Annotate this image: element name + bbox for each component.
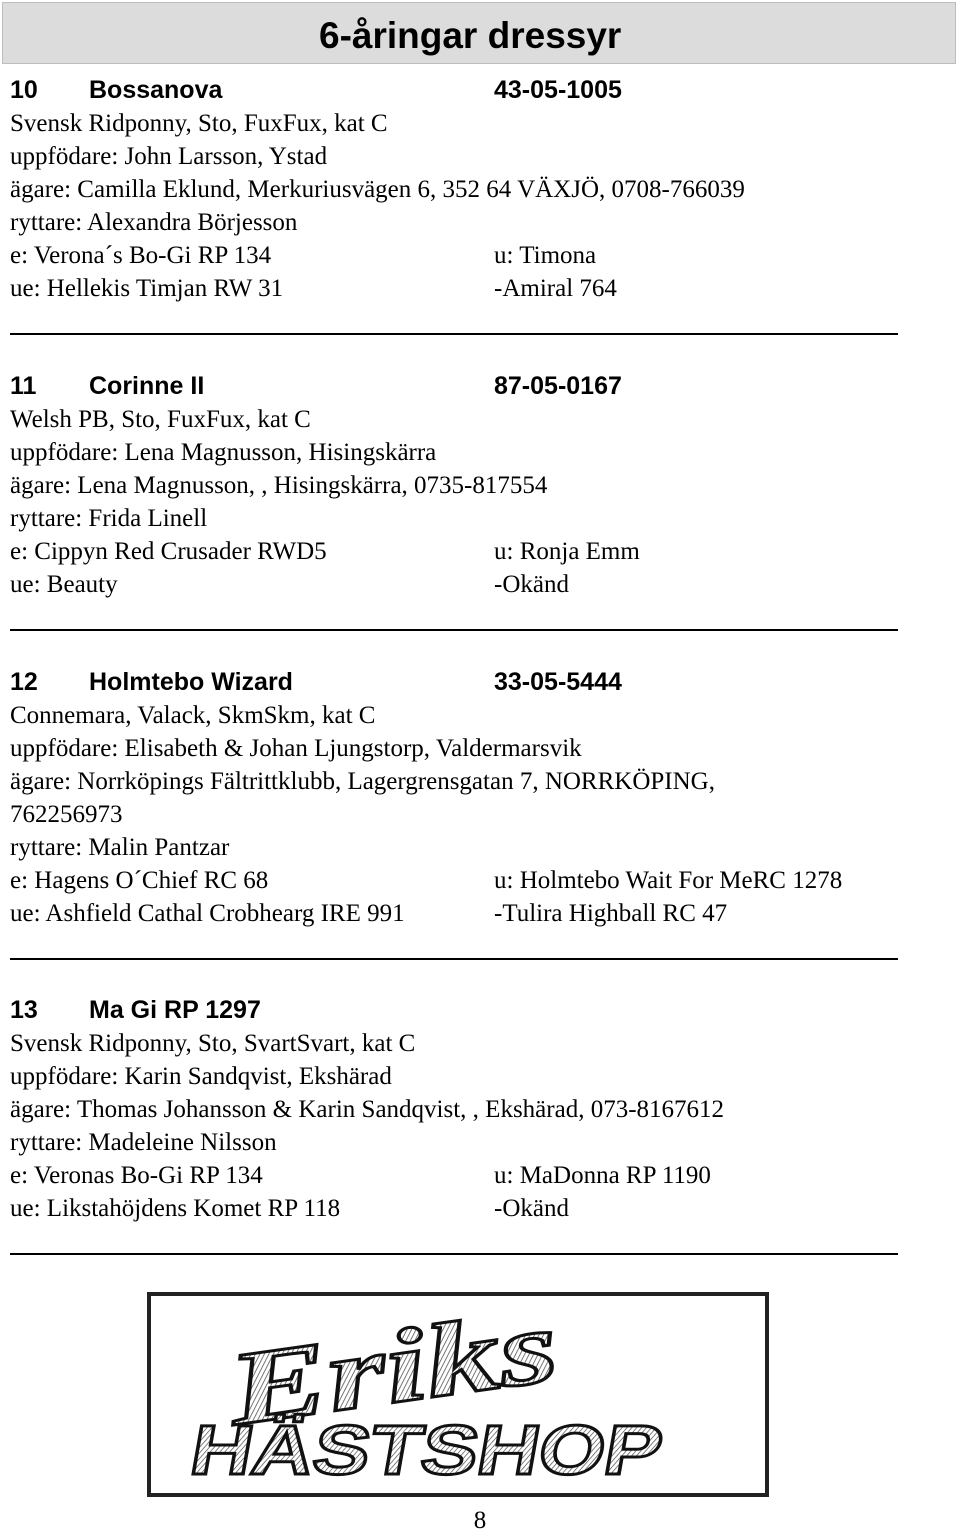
divider [10, 1253, 898, 1255]
header-band [2, 2, 956, 64]
horse-name: Corinne II [89, 372, 205, 400]
owner-line-continued: 762256973 [10, 801, 123, 828]
eriks-hastshop-logo [151, 1296, 765, 1493]
owner-line: ägare: Lena Magnusson, , Hisingskärra, 0735-817554 [10, 472, 548, 499]
entry-11 [10, 370, 910, 601]
pedigree-row-grandparents [10, 897, 910, 930]
rider-line: ryttare: Alexandra Börjesson [10, 209, 298, 236]
pedigree-row-grandparents [10, 1192, 910, 1225]
sire: e: Verona´s Bo-Gi RP 134 [10, 242, 272, 269]
horse-name: Holmtebo Wizard [89, 668, 293, 696]
breeder-line: uppfödare: Karin Sandqvist, Ekshärad [10, 1063, 392, 1090]
horse-name: Bossanova [89, 76, 223, 104]
pedigree-row-parents [10, 535, 910, 568]
horse-name: Ma Gi RP 1297 [89, 996, 261, 1024]
entry-13 [10, 994, 910, 1225]
sire: e: Cippyn Red Crusader RWD5 [10, 538, 327, 565]
pedigree-row-grandparents [10, 272, 910, 305]
entry-number: 12 [10, 668, 38, 696]
page-number: 8 [473, 1507, 487, 1534]
dam: u: Ronja Emm [494, 538, 640, 565]
entry-12 [10, 666, 910, 930]
entry-heading [10, 370, 910, 403]
dam-dam: -Okänd [494, 1195, 569, 1222]
logo-word-eriks: Eriks [221, 1301, 467, 1448]
owner-line: ägare: Norrköpings Fältrittklubb, Lagergrensgatan 7, NORRKÖPING, [10, 768, 715, 795]
dam-sire: ue: Hellekis Timjan RW 31 [10, 275, 284, 302]
dam-dam: -Okänd [494, 571, 569, 598]
owner-line: ägare: Thomas Johansson & Karin Sandqvist, , Ekshärad, 073-8167612 [10, 1096, 725, 1123]
entry-number: 10 [10, 76, 38, 104]
divider [10, 958, 898, 960]
dam: u: Holmtebo Wait For MeRC 1278 [494, 867, 843, 894]
breeder-line: uppfödare: John Larsson, Ystad [10, 143, 328, 170]
entry-heading [10, 666, 910, 699]
entry-heading [10, 74, 910, 107]
breed-line: Connemara, Valack, SkmSkm, kat C [10, 702, 376, 729]
rider-line: ryttare: Frida Linell [10, 505, 208, 532]
pedigree-row-parents [10, 864, 910, 897]
entry-number: 13 [10, 996, 38, 1024]
page-title: 6-åringar dressyr [319, 15, 622, 56]
sire: e: Hagens O´Chief RC 68 [10, 867, 269, 894]
advertisement-logo [147, 1292, 769, 1497]
pedigree-row-parents [10, 1159, 910, 1192]
pedigree-row-grandparents [10, 568, 910, 601]
breed-line: Svensk Ridponny, Sto, SvartSvart, kat C [10, 1030, 416, 1057]
owner-line: ägare: Camilla Eklund, Merkuriusvägen 6, 352 64 VÄXJÖ, 0708-766039 [10, 176, 745, 203]
dam-sire: ue: Likstahöjdens Komet RP 118 [10, 1195, 341, 1222]
breeder-line: uppfödare: Elisabeth & Johan Ljungstorp, Valdermarsvik [10, 735, 582, 762]
dam-sire: ue: Beauty [10, 571, 118, 598]
dam-dam: -Amiral 764 [494, 275, 617, 302]
dam: u: Timona [494, 242, 597, 269]
rider-line: ryttare: Malin Pantzar [10, 834, 230, 861]
logo-word-hastshop: HÄSTSHOP [184, 1410, 588, 1489]
dam-sire: ue: Ashfield Cathal Crobhearg IRE 991 [10, 900, 405, 927]
registration-number: 33-05-5444 [494, 668, 622, 696]
breed-line: Welsh PB, Sto, FuxFux, kat C [10, 406, 311, 433]
entry-heading [10, 994, 910, 1027]
sire: e: Veronas Bo-Gi RP 134 [10, 1162, 263, 1189]
pedigree-row-parents [10, 239, 910, 272]
breeder-line: uppfödare: Lena Magnusson, Hisingskärra [10, 439, 437, 466]
dam: u: MaDonna RP 1190 [494, 1162, 711, 1189]
divider [10, 333, 898, 335]
dam-dam: -Tulira Highball RC 47 [494, 900, 728, 927]
breed-line: Svensk Ridponny, Sto, FuxFux, kat C [10, 110, 388, 137]
entry-number: 11 [10, 372, 37, 400]
divider [10, 629, 898, 631]
rider-line: ryttare: Madeleine Nilsson [10, 1129, 277, 1156]
entry-10 [10, 74, 910, 305]
registration-number: 43-05-1005 [494, 76, 622, 104]
registration-number: 87-05-0167 [494, 372, 622, 400]
